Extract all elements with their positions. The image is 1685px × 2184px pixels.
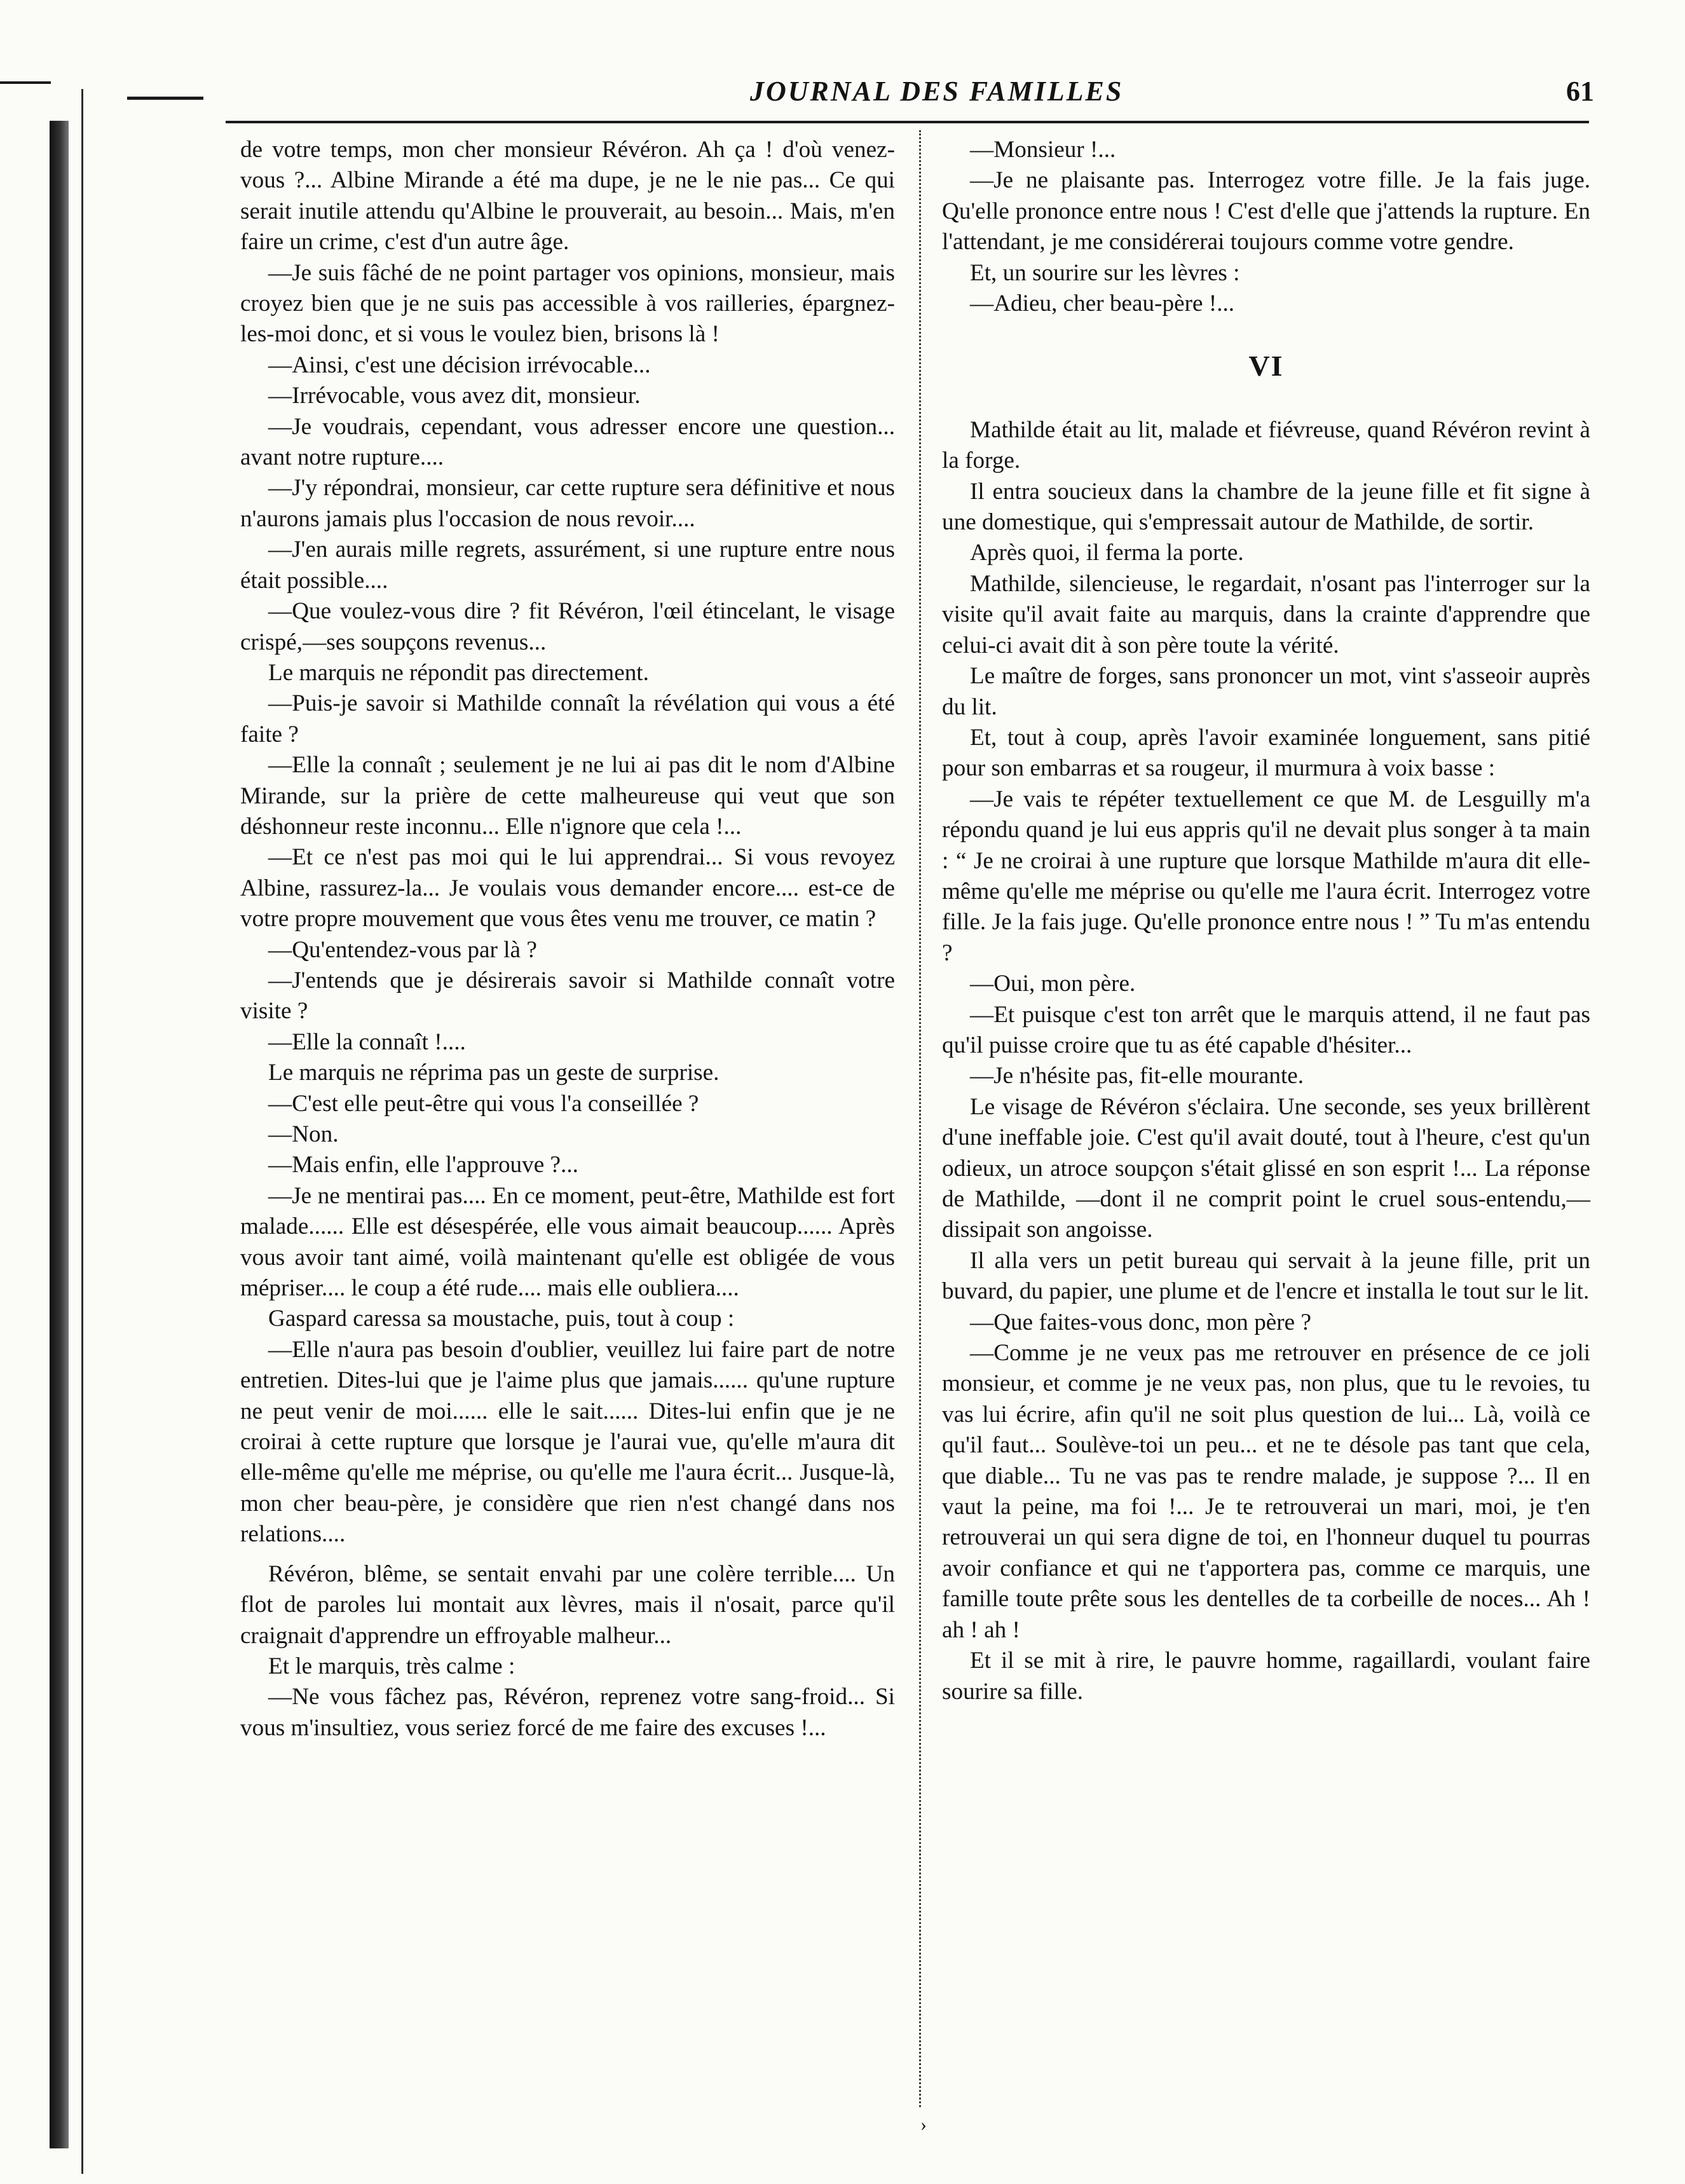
paragraph: —Qu'entendez-vous par là ? xyxy=(268,936,537,963)
paragraph: Et il se mit à rire, le pauvre homme, ragaillardi, voulant faire sourire sa fille. xyxy=(942,1648,1590,1705)
paragraph: —Et puisque c'est ton arrêt que le marquis attend, il ne faut pas qu'il puisse croire que tu as été capable d'hésiter... xyxy=(942,1001,1590,1058)
binding-edge-line xyxy=(81,89,83,2174)
paragraph: Révéron, blême, se sentait envahi par une colère terrible.... Un flot de paroles lui montait aux lèvres, mais il n'osait, parce qu'il craignait d'apprendre un effroyable malheur... xyxy=(240,1560,895,1649)
paragraph: —Puis-je savoir si Mathilde connaît la révélation qui vous a été faite ? xyxy=(240,690,895,747)
paragraph: —J'y répondrai, monsieur, car cette rupture sera définitive et nous n'aurons jamais plus l'occasion de nous revoir.... xyxy=(240,475,895,532)
paragraph: Il entra soucieux dans la chambre de la jeune fille et fit signe à une domestique, qui s'empressait autour de Mathilde, de sortir. xyxy=(942,478,1590,536)
paragraph: Gaspard caressa sa moustache, puis, tout à coup : xyxy=(268,1306,735,1332)
column-divider xyxy=(919,130,923,2107)
paragraph: Mathilde, silencieuse, le regardait, n'osant pas l'interroger sur la visite qu'il avait faite au marquis, dans la crainte d'apprendre que celui-ci avait dit à son père toute la vérité. xyxy=(942,570,1590,659)
page-number: 61 xyxy=(1566,76,1594,107)
paragraph: Et, un sourire sur les lèvres : xyxy=(970,259,1240,286)
paragraph: —Elle la connaît ; seulement je ne lui ai pas dit le nom d'Albine Mirande, sur la prière de cette malheureuse qui veut que son déshonneur reste inconnu... Elle n'ignore que cela !... xyxy=(240,752,895,840)
header-rule xyxy=(226,121,1589,123)
paragraph: —Ne vous fâchez pas, Révéron, reprenez votre sang-froid... Si vous m'insultiez, vous seriez forcé de me faire des excuses !... xyxy=(240,1684,895,1741)
paragraph: Il alla vers un petit bureau qui servait à la jeune fille, prit un buvard, du papier, une plume et de l'encre et installa le tout sur le lit. xyxy=(942,1247,1590,1305)
paragraph: —J'entends que je désirerais savoir si Mathilde connaît votre visite ? xyxy=(240,967,895,1025)
page-footer-mark: › xyxy=(920,2114,927,2135)
chapter-heading: VI xyxy=(1248,350,1284,383)
paragraph: —Je voudrais, cependant, vous adresser encore une question... avant notre rupture.... xyxy=(240,413,895,471)
page-header xyxy=(140,75,1602,113)
paragraph: Le visage de Révéron s'éclaira. Une seconde, ses yeux brillèrent d'une ineffable joie. C'est qu'il avait douté, tout à l'heure, c'est qu'un odieux, un atroce soupçon s'était glissé en son esprit !... La réponse de Mathilde, —dont il ne comprit point le cruel sous-entendu,—dissipait son angoisse. xyxy=(942,1093,1590,1243)
paragraph: —Je vais te répéter textuellement ce que M. de Lesguilly m'a répondu quand je lui eus appris qu'il ne devait plus songer à ta main : “ Je ne croirai à une rupture que lorsque Mathilde m'aura dit elle-même qu'elle me méprise ou qu'elle me l'aura écrit. Interrogez votre fille. Je la fais juge. Qu'elle prononce entre nous ! ” Tu m'as entendu ? xyxy=(942,786,1590,966)
paragraph: Le maître de forges, sans prononcer un mot, vint s'asseoir auprès du lit. xyxy=(942,663,1590,720)
paragraph: —Et ce n'est pas moi qui le lui apprendrai... Si vous revoyez Albine, rassurez-la... Je voulais vous demander encore.... est-ce de votre propre mouvement que vous êtes venu me trouver, ce matin ? xyxy=(240,844,895,932)
paragraph: Et, tout à coup, après l'avoir examinée longuement, sans pitié pour son embarras et sa rougeur, il murmura à voix basse : xyxy=(942,724,1590,782)
scan-edge-mark xyxy=(0,81,51,84)
paragraph: Après quoi, il ferma la porte. xyxy=(970,540,1244,566)
paragraph: —Ainsi, c'est une décision irrévocable... xyxy=(268,351,651,378)
paragraph: Le marquis ne réprima pas un geste de surprise. xyxy=(268,1060,720,1086)
right-column xyxy=(942,135,1590,1707)
paragraph: —Je ne mentirai pas.... En ce moment, peut-être, Mathilde est fort malade...... Elle est désespérée, elle vous aimait beaucoup...... Après vous avoir tant aimé, voilà maintenant qu'elle est obligée de vous mépriser.... le coup a été rude.... mais elle oubliera.... xyxy=(240,1182,895,1302)
paragraph: —Comme je ne veux pas me retrouver en présence de ce joli monsieur, et comme je ne veux pas, non plus, que tu le revoies, tu vas lui écrire, afin qu'il ne soit plus question de lui... Là, voilà ce qu'il faut... Soulève-toi un peu... et ne te désole pas tant que cela, que diable... Tu ne vas pas te rendre malade, je suppose ?... Il en vaut la peine, ma foi !... Je te retrouverai un mari, moi, je t'en retrouverai un qui sera digne de toi, en l'honneur duquel tu pourras avoir confiance et qui ne t'apportera pas, comme ce marquis, une famille toute prête sous les dentelles de ta corbeille de noces... Ah ! ah ! ah ! xyxy=(942,1340,1590,1643)
paragraph: —Je n'hésite pas, fit-elle mourante. xyxy=(970,1063,1304,1089)
left-column xyxy=(240,135,895,1744)
paragraph: —Adieu, cher beau-père !... xyxy=(970,290,1235,317)
journal-title: JOURNAL DES FAMILLES xyxy=(750,76,1124,107)
paragraph: Et le marquis, très calme : xyxy=(268,1653,515,1679)
paragraph: Mathilde était au lit, malade et fiévreuse, quand Révéron revint à la forge. xyxy=(942,416,1590,474)
paragraph: —Je ne plaisante pas. Interrogez votre fille. Je la fais juge. Qu'elle prononce entre nous ! C'est d'elle que j'attends la rupture. En l'attendant, je me considérerai toujours comme votre gendre. xyxy=(942,167,1590,256)
paragraph: —Irrévocable, vous avez dit, monsieur. xyxy=(268,383,641,409)
paragraph: —Elle n'aura pas besoin d'oublier, veuillez lui faire part de notre entretien. Dites-lui que je l'aime plus que jamais...... qu'une rupture ne peut venir de moi...... elle le sait...... Dites-lui enfin que je ne croirai à cette rupture que lorsque je l'aurai vue, qu'elle m'aura dit elle-même qu'elle me méprise, ou qu'elle me l'aura écrit... Jusque-là, mon cher beau-père, je considère que rien n'est changé dans nos relations.... xyxy=(240,1336,895,1548)
paragraph: —Mais enfin, elle l'approuve ?... xyxy=(268,1152,578,1178)
page-binding-shadow xyxy=(50,121,69,2148)
paragraph: —J'en aurais mille regrets, assurément, si une rupture entre nous était possible.... xyxy=(240,536,895,594)
paragraph: —Elle la connaît !.... xyxy=(268,1028,466,1055)
paragraph: —Oui, mon père. xyxy=(970,971,1136,997)
paragraph: —C'est elle peut-être qui vous l'a conseillée ? xyxy=(268,1090,699,1117)
paragraph: —Non. xyxy=(268,1121,339,1147)
paragraph: Le marquis ne répondit pas directement. xyxy=(268,659,649,686)
paragraph: —Que faites-vous donc, mon père ? xyxy=(970,1309,1311,1335)
paragraph: de votre temps, mon cher monsieur Révéron. Ah ça ! d'où venez-vous ?... Albine Mirande a été ma dupe, je ne le nie pas... Ce qui serait inutile attendu qu'Albine le prouverait, au besoin... Mais, m'en faire un crime, c'est d'un autre âge. xyxy=(240,137,895,256)
paragraph: —Que voulez-vous dire ? fit Révéron, l'œil étincelant, le visage crispé,—ses soupçons revenus... xyxy=(240,598,895,655)
paragraph: —Monsieur !... xyxy=(970,137,1116,163)
paragraph: —Je suis fâché de ne point partager vos opinions, monsieur, mais croyez bien que je ne suis pas accessible à vos railleries, épargnez-les-moi donc, et si vous le voulez bien, brisons là ! xyxy=(240,259,895,348)
